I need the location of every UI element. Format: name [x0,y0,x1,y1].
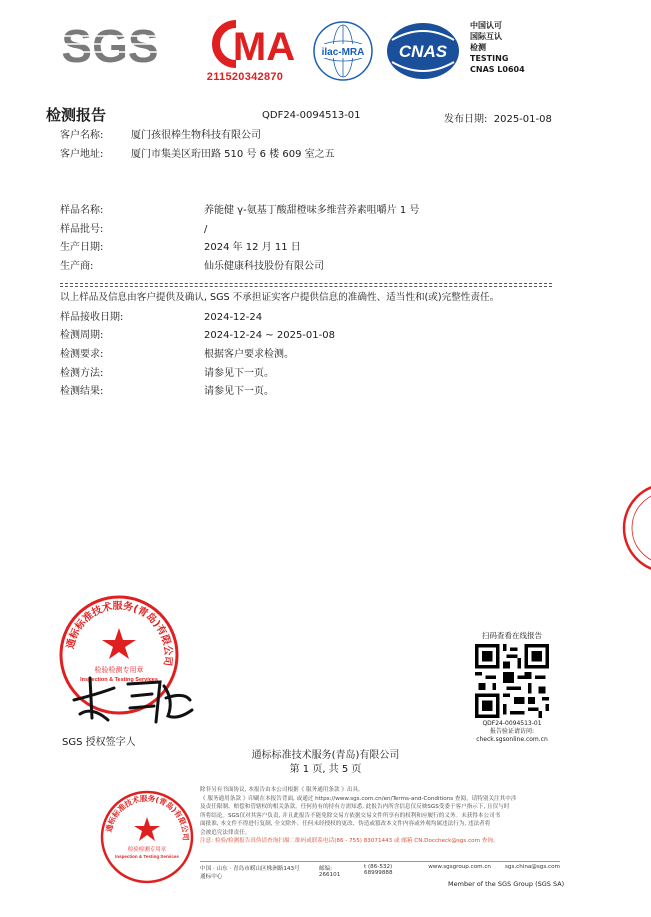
test-method: 请参见下一页。 [204,368,274,379]
client-name: 厦门孩很棒生物科技有限公司 [131,130,261,141]
test-result: 请参见下一页。 [204,386,274,397]
authenticity-hotline: 注意: 检验/检测报告真伪请查询扫描二维码或联系电话(86 - 755) 83071443 或 邮箱 CN.Doccheck@sgs.com 查询。 [200,838,499,844]
sample-batch-label: 样品批号: [60,224,104,235]
svg-text:检验检测专用章: 检验检测专用章 [94,666,144,674]
test-period-label: 检测周期: [60,330,104,341]
svg-text:CNAS: CNAS [398,42,448,61]
qr-report-number: QDF24-0094513-01 [482,720,542,727]
cma-logo [196,16,294,86]
qr-code[interactable] [475,644,549,718]
sgs-logo [62,16,158,68]
small-inspection-stamp [100,790,194,884]
cnas-logo [384,20,462,82]
svg-text:ilac-MRA: ilac-MRA [321,47,365,58]
production-date: 2024 年 12 月 11 日 [204,242,301,253]
test-request-label: 检测要求: [60,349,104,360]
svg-text:Inspection & Testing Services: Inspection & Testing Services [80,677,158,683]
svg-text:SGS: SGS [62,20,158,68]
sgs-member-note: Member of the SGS Group (SGS SA) [448,880,565,888]
sample-batch: / [204,224,208,235]
qr-verify-label: 报告验证请访问: [489,728,535,735]
report-title: 检测报告 [46,106,107,124]
sample-name-label: 样品名称: [60,205,104,216]
client-name-label: 客户名称: [60,130,104,141]
page-indicator: 第 1 页, 共 5 页 [289,764,362,775]
svg-text:MA: MA [232,25,294,69]
dashed-divider [60,283,552,284]
svg-text:通标标准技术服务(青岛)有限公司: 通标标准技术服务(青岛)有限公司 [65,600,174,667]
manufacturer: 仙乐健康科技股份有限公司 [204,261,324,272]
qr-verify-url[interactable]: check.sgsonline.com.cn [476,736,548,743]
production-date-label: 生产日期: [60,242,104,253]
svg-text:检验检测专用章: 检验检测专用章 [127,847,167,853]
client-address-label: 客户地址: [60,149,104,160]
manufacturer-label: 生产商: [60,261,94,272]
test-request: 根据客户要求检测。 [204,349,294,360]
authorized-signer-label: SGS 授权签字人 [62,737,136,748]
client-address: 厦门市集美区珩田路 510 号 6 楼 609 室之五 [131,149,335,160]
dashed-divider [60,286,552,287]
test-period: 2024-12-24 ~ 2025-01-08 [204,330,335,341]
received-date-label: 样品接收日期: [60,312,124,323]
issue-date: 发布日期: 2025-01-08 [444,114,552,125]
disclaimer: 以上样品及信息由客户提供及确认, SGS 不承担证实客户提供信息的准确性、适当性和(或)完整性责任。 [60,292,500,303]
svg-text:通标标准技术服务(青岛)有限公司: 通标标准技术服务(青岛)有限公司 [104,793,191,841]
test-method-label: 检测方法: [60,368,104,379]
footer-address: 中国 · 山东 · 青岛市崂山区株洲路143号通标中心 邮编: 266101 t (86-532) 68999888 www.sgsgroup.com.cn sgs.china@sgs.com [200,861,560,880]
terms-fine-print: 除非另有书面协议, 本报告由本公司根据《 服务通用条款 》出具, 《 服务通用条款 》印刷在本报告背面, 或通过 https://www.sgs.com.cn/en/Terms-and-Conditions 查阅。请特别关注其中涉 及责任限制、赔偿和管辖权的相关条款。任何持有的持有方需知悉, 此报告内所含信息仅反映SGS受委于客户指示下, 且仅与时 所将结论。SGS仅对其客户负责, 并且此报告不能免除交易方依据交易文件所享有的权利和应履行的义务。未获得本公司书 面批准, 本文件不得进行复制, 全文除外。任何未经授权的更改、伪造或篡改本文件内容或外观均属违法行为, 违法者将 会被追究法律责任。 注意: 检验/检测报告真伪请查询扫描二维码或联系电话(86 - 755) 83071443 或 邮箱 CN.Doccheck@sgs.com 查询。 [200,786,560,846]
edge-stamp [618,478,651,578]
svg-text:Inspection & Testing Services: Inspection & Testing Services [115,854,179,859]
ilac-mra-logo [312,20,374,82]
received-date: 2024-12-24 [204,312,263,323]
report-number: QDF24-0094513-01 [262,110,361,121]
test-result-label: 检测结果: [60,386,104,397]
cma-number: 211520342870 [206,71,284,83]
qr-verification [472,630,552,744]
sample-name: 养能健 γ-氨基丁酸甜橙味多维营养素咀嚼片 1 号 [204,205,420,216]
qr-title: 扫码查看在线报告 [482,631,542,640]
handwritten-signature [68,670,198,730]
footer-company: 通标标准技术服务(青岛)有限公司 第 1 页, 共 5 页 [0,749,651,777]
cnas-cert-text: 中国认可 国际互认 检测 TESTING CNAS L0604 [470,21,525,74]
